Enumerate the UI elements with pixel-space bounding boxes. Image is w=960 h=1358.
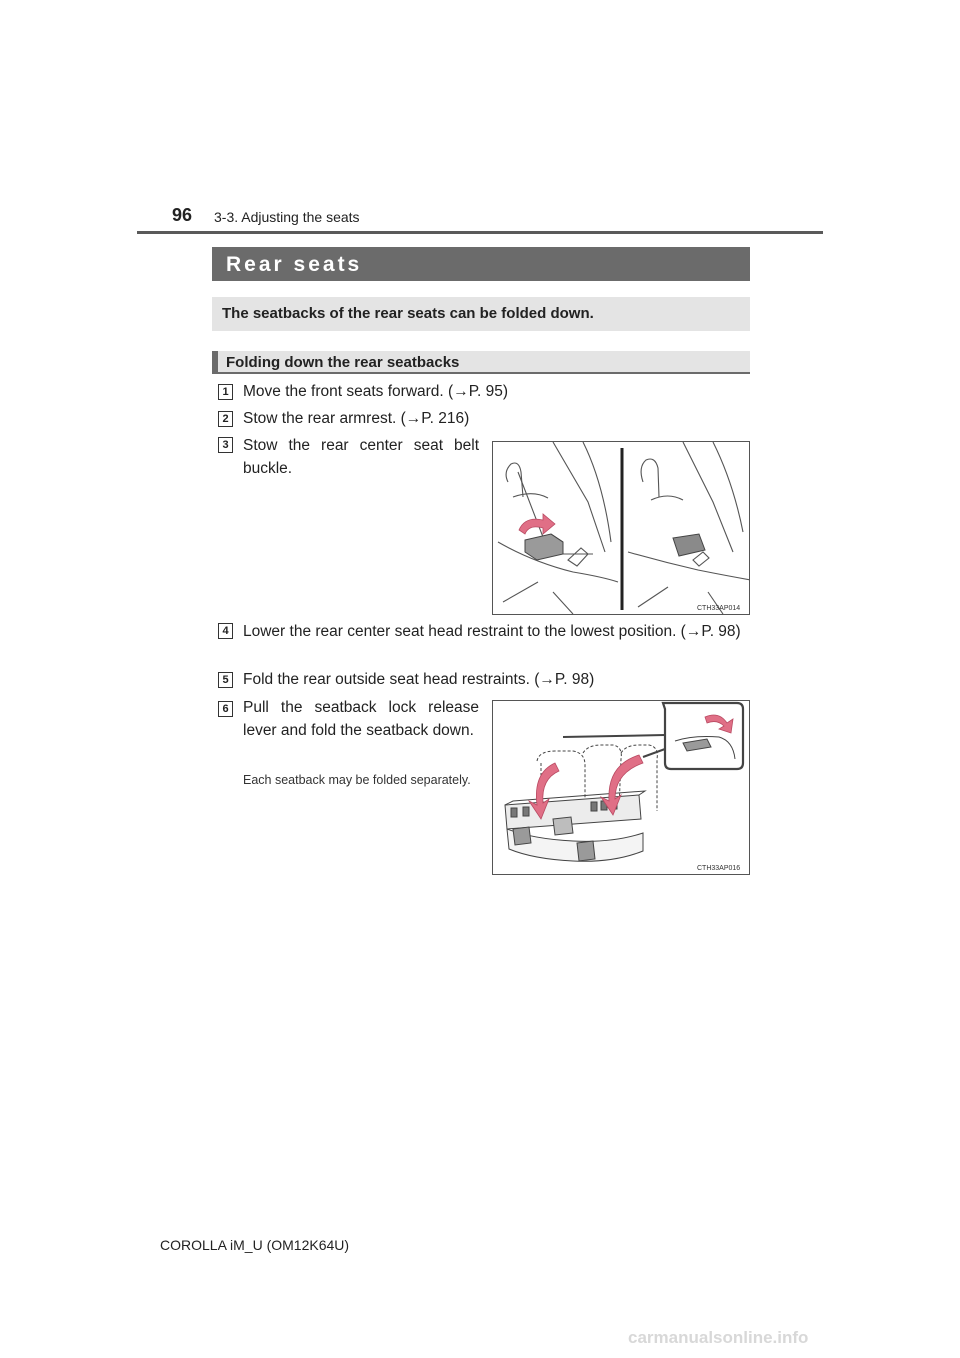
figure-seat-belt-buckle [492,441,750,615]
step-number-5: 5 [218,672,233,688]
step-text-4: Lower the rear center seat head restraint to the lowest position. (→P. 98) [243,623,741,640]
footer: COROLLA iM_U (OM12K64U) [160,1237,350,1253]
step-number-2: 2 [218,411,233,427]
intro-text: The seatbacks of the rear seats can be folded down. [222,305,594,322]
seat-belt-buckle-illustration [493,442,750,615]
step-6-note: Each seatback may be folded separately. [243,773,471,787]
section-title: Rear seats [226,253,363,276]
figure-fold-seatback [492,700,750,875]
step-number-3: 3 [218,437,233,453]
step-text-5: Fold the rear outside seat head restraints. (→P. 98) [243,671,595,688]
step-text-2: Stow the rear armrest. (→P. 216) [243,410,470,427]
subsection-title: Folding down the rear seatbacks [226,354,460,371]
running-head: 3-3. Adjusting the seats [214,209,360,225]
subsection-banner [212,351,750,374]
step-text-3: Stow the rear center seat belt buckle. [243,437,479,477]
step-number-4: 4 [218,623,233,639]
intro-box [212,297,750,331]
page-number: 96 [172,205,193,225]
fold-seatback-illustration [493,701,750,875]
section-banner [212,247,750,281]
header-rule [137,231,823,234]
step-number-6: 6 [218,701,233,717]
watermark: carmanualsonline.info [628,1328,809,1347]
step-text-1: Move the front seats forward. (→P. 95) [243,383,509,400]
step-number-1: 1 [218,384,233,400]
figure-code-2: CTH33AP016 [697,865,741,872]
step-text-6: Pull the seatback lock release lever and fold the seatback down. [243,699,479,739]
figure-code-1: CTH33AP014 [697,605,741,612]
